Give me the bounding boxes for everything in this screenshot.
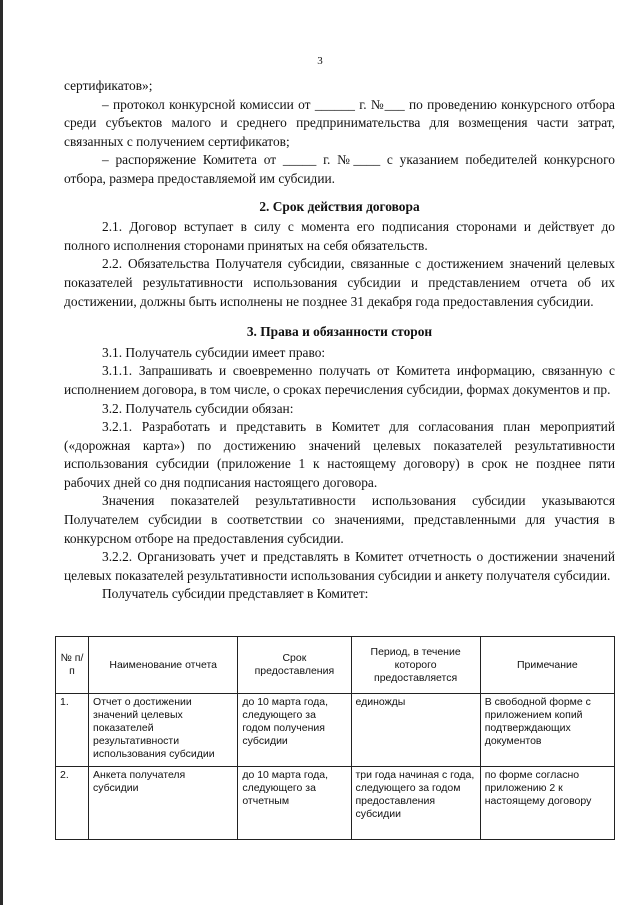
paragraph-3-2-2: 3.2.2. Организовать учет и представлять в Комитет отчетность о достижении значений целевых показателей результативности использования субсидии и анкету получателя субсидии. (64, 549, 615, 583)
table-header-deadline: Срок предоставления (238, 637, 351, 694)
table-header-number: № п/п (56, 637, 89, 694)
table-cell: 1. (56, 694, 89, 767)
section-2-heading: 2. Срок действия договора (259, 198, 420, 214)
paragraph-3-1: 3.1. Получатель субсидии имеет право: (102, 344, 326, 360)
section-3-heading: 3. Права и обязанности сторон (246, 324, 433, 340)
paragraph-protocol: – протокол конкурсной комиссии от ______ г. №___ по проведению конкурсного отбора среди субъектов малого и среднего предпринимательства для возмещения части затрат, связанных с получением сертификатов; (64, 96, 615, 149)
reports-table (55, 636, 615, 840)
table-header-row (56, 637, 615, 694)
table-header-note: Примечание (480, 637, 614, 694)
table-row (56, 694, 615, 767)
scan-left-edge (0, 0, 3, 905)
table-cell: Анкета получателя субсидии (89, 767, 238, 840)
paragraph-reports-intro: Получатель субсидии представляет в Комитет: (102, 586, 369, 602)
paragraph-3-2: 3.2. Получатель субсидии обязан: (102, 400, 294, 416)
paragraph-indicator-values: Значения показателей результативности использования субсидии указываются Получателем субсидии в соответствии со значениями, представленными для участия в конкурсном отборе на предоставления субсидии. (64, 493, 615, 546)
table-cell: до 10 марта года, следующего за отчетным (238, 767, 351, 840)
table-header-period: Период, в течение которого предоставляется (351, 637, 480, 694)
table-cell: по форме согласно приложению 2 к настоящему договору (480, 767, 614, 840)
paragraph-2-1: 2.1. Договор вступает в силу с момента его подписания сторонами и действует до полного исполнения сторонами принятых на себя обязательств. (64, 219, 615, 253)
paragraph-2-2: 2.2. Обязательства Получателя субсидии, связанные с достижением значений целевых показателей результативности использования субсидии и представлением отчета об их достижении, должны быть исполнены не позднее 31 декабря года предоставления субсидии. (64, 256, 615, 309)
table-cell: единожды (351, 694, 480, 767)
paragraph-3-2-1: 3.2.1. Разработать и представить в Комитет для согласования план мероприятий («дорожная карта») по достижению значений целевых показателей результативности использования субсидии (приложение 1 к настоящему договору) в срок не позднее пяти рабочих дней со дня подписания настоящего договора. (64, 419, 615, 490)
document-body (64, 77, 615, 604)
paragraph-order: – распоряжение Комитета от _____ г. №____ с указанием победителей конкурсного отбора, размера предоставляемой им субсидии. (64, 152, 615, 186)
table-cell: три года начиная с года, следующего за годом предоставления субсидии (351, 767, 480, 840)
paragraph-3-1-1: 3.1.1. Запрашивать и своевременно получать от Комитета информацию, связанную с исполнением договора, в том числе, о сроках перечисления субсидии, формах документов и пр. (64, 363, 615, 397)
table-cell: 2. (56, 767, 89, 840)
paragraph-certificates-tail: сертификатов»; (64, 78, 153, 93)
table-row (56, 767, 615, 840)
page-number: 3 (317, 55, 323, 67)
table-cell: Отчет о достижении значений целевых показателей результативности использования субсидии (89, 694, 238, 767)
table-cell: В свободной форме с приложением копий подтверждающих документов (480, 694, 614, 767)
table-header-report-name: Наименование отчета (89, 637, 238, 694)
table-cell: до 10 марта года, следующего за годом получения субсидии (238, 694, 351, 767)
